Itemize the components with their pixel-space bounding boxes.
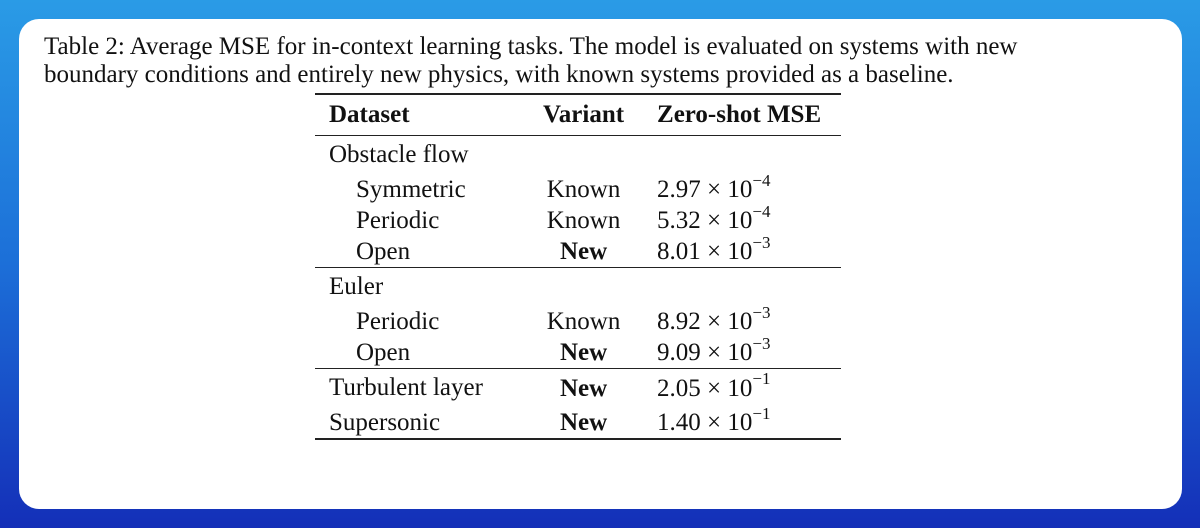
- table-row: [315, 174, 841, 205]
- mse-mantissa: 2.05 × 10: [657, 374, 753, 402]
- table-row: [315, 306, 841, 337]
- mse-cell: [637, 403, 841, 439]
- mse-exponent: −3: [752, 302, 771, 322]
- header-variant: Variant: [543, 101, 625, 128]
- header-zero-shot-mse: Zero-shot MSE: [657, 101, 822, 128]
- table-row: [315, 337, 841, 369]
- dataset-cell: Supersonic: [329, 409, 441, 436]
- group-name: Euler: [329, 273, 384, 300]
- mse-exponent: −3: [752, 232, 771, 252]
- mse-cell: [637, 201, 841, 236]
- mse-exponent: −4: [752, 201, 771, 221]
- dataset-cell: Periodic: [356, 308, 440, 335]
- group-name: Obstacle flow: [329, 141, 469, 168]
- dataset-cell: Open: [356, 339, 411, 366]
- mse-cell: [637, 232, 841, 268]
- variant-cell: New: [559, 409, 608, 436]
- mse-exponent: −1: [752, 403, 771, 423]
- caption-line-2: boundary conditions and entirely new physics, with known systems provided as a baseline.: [44, 61, 954, 88]
- results-table: [315, 93, 841, 440]
- table-row: [315, 205, 841, 236]
- dataset-cell: Open: [356, 238, 411, 265]
- mse-mantissa: 1.40 × 10: [657, 409, 753, 436]
- variant-cell: Known: [546, 308, 621, 335]
- mse-mantissa: 2.97 × 10: [657, 176, 753, 203]
- dataset-cell: Turbulent layer: [329, 374, 483, 401]
- results-table-wrapper: [315, 93, 841, 440]
- dataset-cell: Symmetric: [356, 176, 466, 203]
- mse-exponent: −4: [752, 170, 771, 190]
- mse-mantissa: 8.01 × 10: [657, 238, 753, 265]
- mse-mantissa: 9.09 × 10: [657, 339, 753, 366]
- mse-exponent: −1: [752, 369, 771, 389]
- mse-cell: [637, 170, 841, 205]
- mse-mantissa: 5.32 × 10: [657, 207, 753, 234]
- table-row: [315, 369, 841, 408]
- table-row: [315, 407, 841, 439]
- table-header-row: [315, 94, 841, 136]
- table-row: [315, 236, 841, 268]
- mse-cell: [637, 302, 841, 337]
- dataset-cell: Periodic: [356, 207, 440, 234]
- variant-cell: New: [559, 374, 608, 402]
- header-dataset: Dataset: [329, 101, 410, 128]
- mse-cell: [637, 333, 841, 369]
- variant-cell: Known: [546, 176, 621, 203]
- caption-line-1: Table 2: Average MSE for in-context learning tasks. The model is evaluated on systems with new: [44, 33, 1018, 60]
- mse-cell: [637, 369, 841, 408]
- table-caption: [44, 33, 1134, 89]
- group-row-obstacle-flow: [315, 136, 841, 175]
- variant-cell: New: [559, 238, 608, 265]
- group-row-euler: [315, 268, 841, 307]
- mse-mantissa: 8.92 × 10: [657, 308, 753, 335]
- variant-cell: New: [559, 339, 608, 366]
- mse-exponent: −3: [752, 333, 771, 353]
- variant-cell: Known: [546, 207, 621, 234]
